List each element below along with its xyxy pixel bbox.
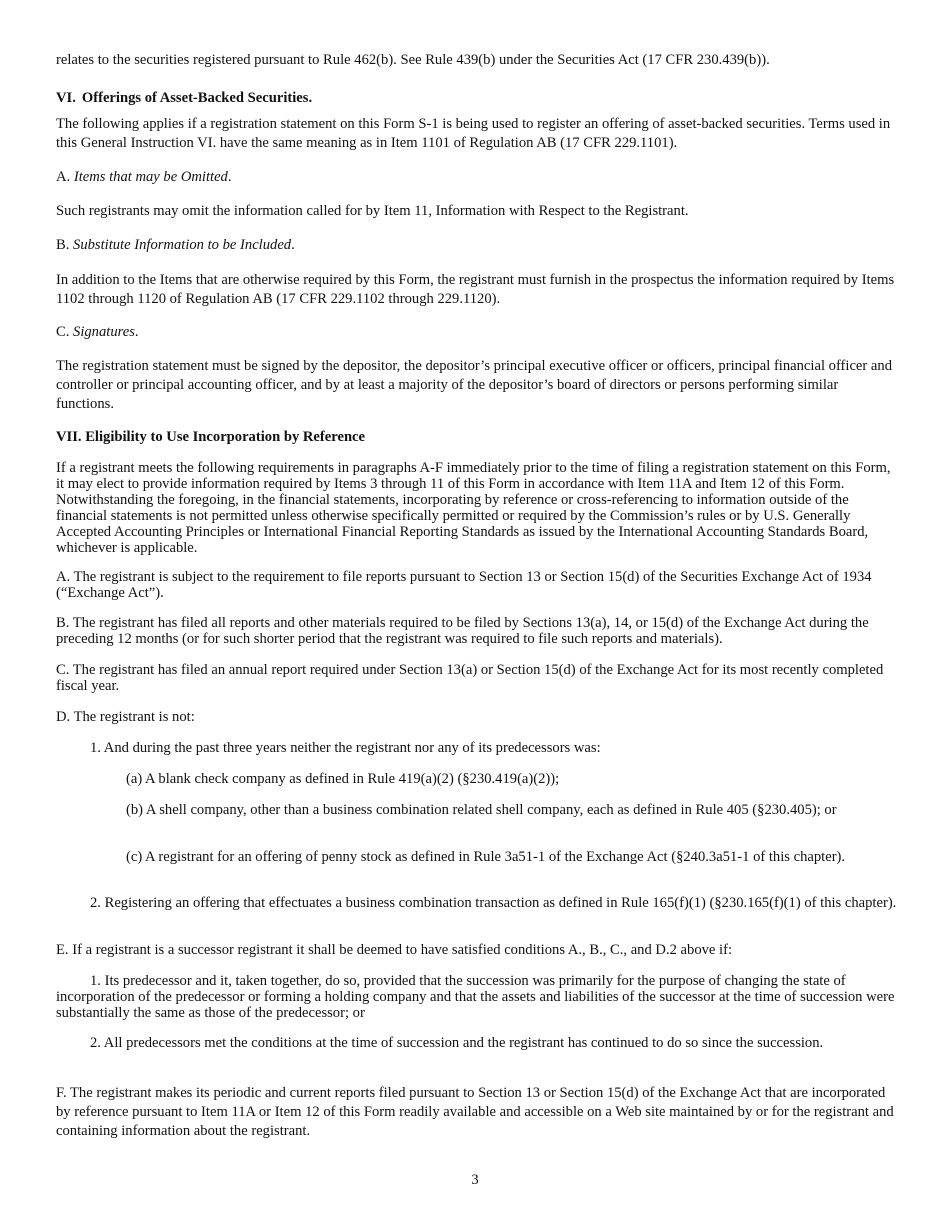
section-vii-d1a: (a) A blank check company as defined in Rule 419(a)(2) (§230.419(a)(2)); — [126, 771, 560, 787]
section-vi-b-label: B. — [56, 237, 74, 253]
section-vi-c-period: . — [134, 324, 139, 340]
section-vi-b-title: Substitute Information to be Included — [73, 237, 292, 253]
section-vi-title: Offerings of Asset-Backed Securities. — [81, 90, 313, 106]
section-vi-a-title: Items that may be Omitted — [73, 169, 228, 185]
section-vii-d: D. The registrant is not: — [56, 709, 195, 725]
section-vi-b-text: In addition to the Items that are otherwise required by this Form, the registrant must furnish in the prospectus the information required by Items 1102 through 1120 of Regulation AB (17 CFR 229.1102 through 229.1120). — [56, 272, 895, 307]
section-vi-c-label: C. — [56, 324, 74, 340]
section-vii-b: B. The registrant has filed all reports and other materials required to be filed by Sections 13(a), 14, or 15(d) of the Exchange Act during the preceding 12 months (or for such shorter period that the registrant was required to file such reports and materials). — [56, 615, 869, 647]
section-vii-d1: 1. And during the past three years neither the registrant nor any of its predecessors was: — [90, 740, 601, 756]
section-vii-e: E. If a registrant is a successor registrant it shall be deemed to have satisfied conditions A., B., C., and D.2 above if: — [56, 942, 733, 958]
section-vii-e2: 2. All predecessors met the conditions at the time of succession and the registrant has continued to do so since the succession. — [90, 1035, 824, 1051]
section-vi-c-title: Signatures — [73, 324, 135, 340]
section-vi-a-period: . — [227, 169, 232, 185]
section-vi-b-period: . — [291, 237, 295, 253]
page-number: 3 — [471, 1172, 479, 1188]
section-vi-b-heading — [56, 236, 898, 255]
section-vi-heading — [56, 89, 898, 108]
section-vii-f: F. The registrant makes its periodic and current reports filed pursuant to Section 13 or Section 15(d) of the Exchange Act that are incorporated by reference pursuant to Item 11A or Item 12 of this Form readily available and accessible on a Web site maintained by or for the registrant and containing information about the registrant. — [56, 1085, 894, 1139]
section-vii-a: A. The registrant is subject to the requirement to file reports pursuant to Section 13 or Section 15(d) of the Securities Exchange Act of 1934 (“Exchange Act”). — [56, 569, 872, 601]
intro-fragment: relates to the securities registered pursuant to Rule 462(b). See Rule 439(b) under the Securities Act (17 CFR 230.439(b)). — [56, 52, 770, 68]
section-vi-intro: The following applies if a registration statement on this Form S-1 is being used to register an offering of asset-backed securities. Terms used in this General Instruction VI. have the same meaning as in Item 1101 of Regulation AB (17 CFR 229.1101). — [56, 116, 891, 151]
section-vii-e1: 1. Its predecessor and it, taken together, do so, provided that the succession was primarily for the purpose of changing the state of incorporation of the predecessor or forming a holding company and that the assets and liabilities of the successor at the time of succession were substantially the same as those of the predecessor; or — [56, 973, 895, 1021]
section-vi-c-heading — [56, 323, 898, 342]
section-vi-a-heading — [56, 168, 898, 187]
section-vii-c: C. The registrant has filed an annual report required under Section 13(a) or Section 15(d) of the Exchange Act for its most recently completed fiscal year. — [56, 662, 884, 694]
section-vii-intro: If a registrant meets the following requirements in paragraphs A-F immediately prior to the time of filing a registration statement on this Form, it may elect to provide information required by Items 3 through 11 of this Form in accordance with Item 11A and Item 12 of this Form. Notwithstanding the foregoing, in the financial statements, incorporating by reference or cross-referencing to information outside of the financial statements is not permitted unless otherwise specifically permitted or required by the Commission’s rules or by U.S. Generally Accepted Accounting Principles or International Financial Reporting Standards as issued by the International Accounting Standards Board, whichever is applicable. — [56, 460, 891, 556]
section-vi-a-text: Such registrants may omit the information called for by Item 11, Information with Respect to the Registrant. — [56, 203, 689, 219]
section-vi-c-text: The registration statement must be signed by the depositor, the depositor’s principal executive officer or officers, principal financial officer and controller or principal accounting officer, and by at least a majority of the depositor’s board of directors or persons performing similar functions. — [56, 358, 892, 412]
section-vi-number: VI. — [56, 90, 76, 106]
section-vii-d2: 2. Registering an offering that effectuates a business combination transaction as defined in Rule 165(f)(1) (§230.165(f)(1) of this chapter). — [90, 895, 897, 911]
section-vi-a-label: A. — [56, 169, 74, 185]
section-vii-d1c: (c) A registrant for an offering of penny stock as defined in Rule 3a51-1 of the Exchange Act (§240.3a51-1 of this chapter). — [126, 849, 846, 865]
section-vii-d1b: (b) A shell company, other than a business combination related shell company, each as defined in Rule 405 (§230.405); or — [126, 802, 837, 818]
section-vii-heading: VII. Eligibility to Use Incorporation by Reference — [56, 429, 366, 445]
